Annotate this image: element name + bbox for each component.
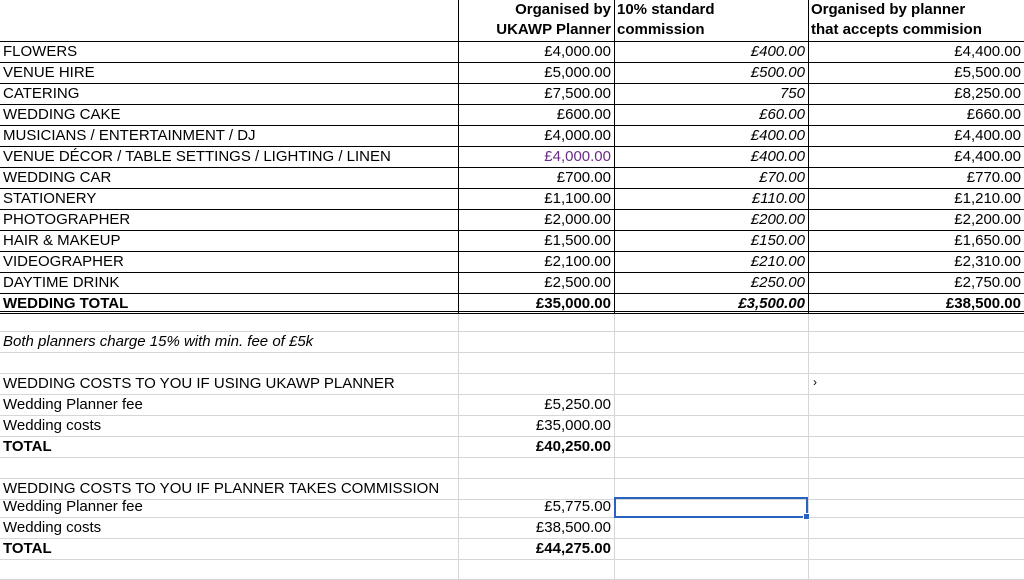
item-label[interactable]: HAIR & MAKEUP (3, 232, 121, 249)
column-divider (458, 314, 459, 580)
item-label[interactable]: WEDDING CAR (3, 169, 112, 186)
ukawp-fee-row (0, 395, 1024, 416)
commission-value[interactable]: £400.00 (750, 127, 805, 144)
planner-value[interactable]: £1,650.00 (954, 232, 1021, 249)
column-divider (458, 0, 459, 314)
ukawp-value[interactable]: £5,000.00 (544, 64, 611, 81)
commission-total-value[interactable]: £44,275.00 (535, 540, 611, 557)
item-label[interactable]: VENUE HIRE (3, 64, 95, 81)
header-commission-line1: 10% standard (617, 1, 715, 18)
item-label[interactable]: FLOWERS (3, 43, 78, 60)
commission-total-row (0, 539, 1024, 560)
ukawp-value[interactable]: £1,500.00 (544, 232, 611, 249)
ukawp-value[interactable]: £1,100.00 (544, 190, 611, 207)
table-row (0, 273, 1024, 294)
commission-value[interactable]: £250.00 (750, 274, 805, 291)
planner-value[interactable]: £4,400.00 (954, 148, 1021, 165)
planner-value[interactable]: £5,500.00 (954, 64, 1021, 81)
commission-value[interactable]: £210.00 (750, 253, 805, 270)
table-row (0, 126, 1024, 147)
wedding-total-ukawp[interactable]: £35,000.00 (535, 295, 611, 312)
blank-row (0, 560, 1024, 580)
table-row (0, 210, 1024, 231)
wedding-total-row (0, 294, 1024, 314)
ukawp-total-value[interactable]: £40,250.00 (535, 438, 611, 455)
table-row (0, 63, 1024, 84)
fill-handle[interactable] (803, 513, 810, 520)
item-label[interactable]: MUSICIANS / ENTERTAINMENT / DJ (3, 127, 256, 144)
ukawp-value[interactable]: £4,000.00 (544, 148, 611, 165)
planner-value[interactable]: £660.00 (966, 106, 1021, 123)
ukawp-value[interactable]: £2,500.00 (544, 274, 611, 291)
wedding-total-label[interactable]: WEDDING TOTAL (3, 295, 129, 312)
ukawp-costs-label[interactable]: Wedding costs (3, 417, 102, 434)
commission-value[interactable]: £70.00 (759, 169, 805, 186)
header-commission[interactable] (614, 0, 808, 42)
ukawp-value[interactable]: £600.00 (556, 106, 611, 123)
header-planner-line2: that accepts commision (811, 21, 982, 38)
table-row (0, 189, 1024, 210)
planner-value[interactable]: £4,400.00 (954, 127, 1021, 144)
item-label[interactable]: VENUE DÉCOR / TABLE SETTINGS / LIGHTING / LINEN (3, 148, 391, 165)
header-row (0, 0, 1024, 42)
item-label[interactable]: STATIONERY (3, 190, 97, 207)
wedding-total-commission[interactable]: £3,500.00 (738, 295, 805, 312)
item-label[interactable]: WEDDING CAKE (3, 106, 121, 123)
commission-value[interactable]: 750 (779, 85, 805, 102)
item-label[interactable]: CATERING (3, 85, 80, 102)
table-row (0, 84, 1024, 105)
planner-value[interactable]: £2,200.00 (954, 211, 1021, 228)
blank-row (0, 353, 1024, 374)
commission-costs-label[interactable]: Wedding costs (3, 519, 102, 536)
ukawp-section-title[interactable]: WEDDING COSTS TO YOU IF USING UKAWP PLANNER (3, 375, 395, 392)
commission-costs-value[interactable]: £38,500.00 (535, 519, 611, 536)
table-row (0, 231, 1024, 252)
planner-value[interactable]: £1,210.00 (954, 190, 1021, 207)
ukawp-total-label[interactable]: TOTAL (3, 438, 52, 455)
item-label[interactable]: PHOTOGRAPHER (3, 211, 131, 228)
table-row (0, 168, 1024, 189)
commission-value[interactable]: £500.00 (750, 64, 805, 81)
header-ukawp-line1: Organised by (515, 1, 611, 18)
ukawp-value[interactable]: £700.00 (556, 169, 611, 186)
ukawp-total-row (0, 437, 1024, 458)
planner-value[interactable]: £2,750.00 (954, 274, 1021, 291)
ukawp-fee-label[interactable]: Wedding Planner fee (3, 396, 143, 413)
header-ukawp[interactable] (458, 0, 614, 42)
commission-value[interactable]: £60.00 (759, 106, 805, 123)
table-row (0, 42, 1024, 63)
commission-value[interactable]: £400.00 (750, 43, 805, 60)
commission-total-label[interactable]: TOTAL (3, 540, 52, 557)
ukawp-value[interactable]: £7,500.00 (544, 85, 611, 102)
table-row (0, 105, 1024, 126)
blank-row (0, 458, 1024, 479)
commission-value[interactable]: £400.00 (750, 148, 805, 165)
ukawp-value[interactable]: £4,000.00 (544, 43, 611, 60)
column-divider (614, 0, 615, 314)
ukawp-value[interactable]: £4,000.00 (544, 127, 611, 144)
blank-row (0, 314, 1024, 332)
commission-value[interactable]: £110.00 (751, 190, 805, 207)
planner-fee-note[interactable]: Both planners charge 15% with min. fee of £5k (3, 333, 314, 350)
planner-value[interactable]: £770.00 (966, 169, 1021, 186)
header-planner[interactable] (808, 0, 1024, 42)
table-row (0, 147, 1024, 168)
commission-section-title[interactable]: WEDDING COSTS TO YOU IF PLANNER TAKES COMMISSION (3, 480, 440, 497)
commission-value[interactable]: £200.00 (750, 211, 805, 228)
planner-value[interactable]: £4,400.00 (954, 43, 1021, 60)
header-cell-label[interactable] (0, 0, 458, 42)
commission-fee-label[interactable]: Wedding Planner fee (3, 498, 143, 515)
column-divider (614, 314, 615, 580)
header-planner-line1: Organised by planner (811, 1, 966, 18)
column-divider (808, 0, 809, 314)
selected-cell[interactable] (614, 497, 808, 518)
item-label[interactable]: VIDEOGRAPHER (3, 253, 124, 270)
ukawp-fee-value[interactable]: £5,250.00 (544, 396, 611, 413)
item-label[interactable]: DAYTIME DRINK (3, 274, 120, 291)
column-divider (808, 314, 809, 580)
ukawp-costs-value[interactable]: £35,000.00 (535, 417, 611, 434)
commission-fee-value[interactable]: £5,775.00 (544, 498, 611, 515)
wedding-total-planner[interactable]: £38,500.00 (945, 295, 1021, 312)
ukawp-value[interactable]: £2,000.00 (544, 211, 611, 228)
commission-fee-row (0, 497, 1024, 518)
ukawp-value[interactable]: £2,100.00 (544, 253, 611, 270)
cursor-indicator: › (813, 375, 817, 389)
table-row (0, 252, 1024, 273)
planner-value[interactable]: £2,310.00 (954, 253, 1021, 270)
commission-value[interactable]: £150.00 (750, 232, 805, 249)
header-commission-line2: commission (617, 21, 705, 38)
ukawp-costs-row (0, 416, 1024, 437)
planner-value[interactable]: £8,250.00 (954, 85, 1021, 102)
note-row (0, 332, 1024, 353)
header-ukawp-line2: UKAWP Planner (496, 21, 611, 38)
commission-costs-row (0, 518, 1024, 539)
ukawp-section-title-row (0, 374, 1024, 395)
